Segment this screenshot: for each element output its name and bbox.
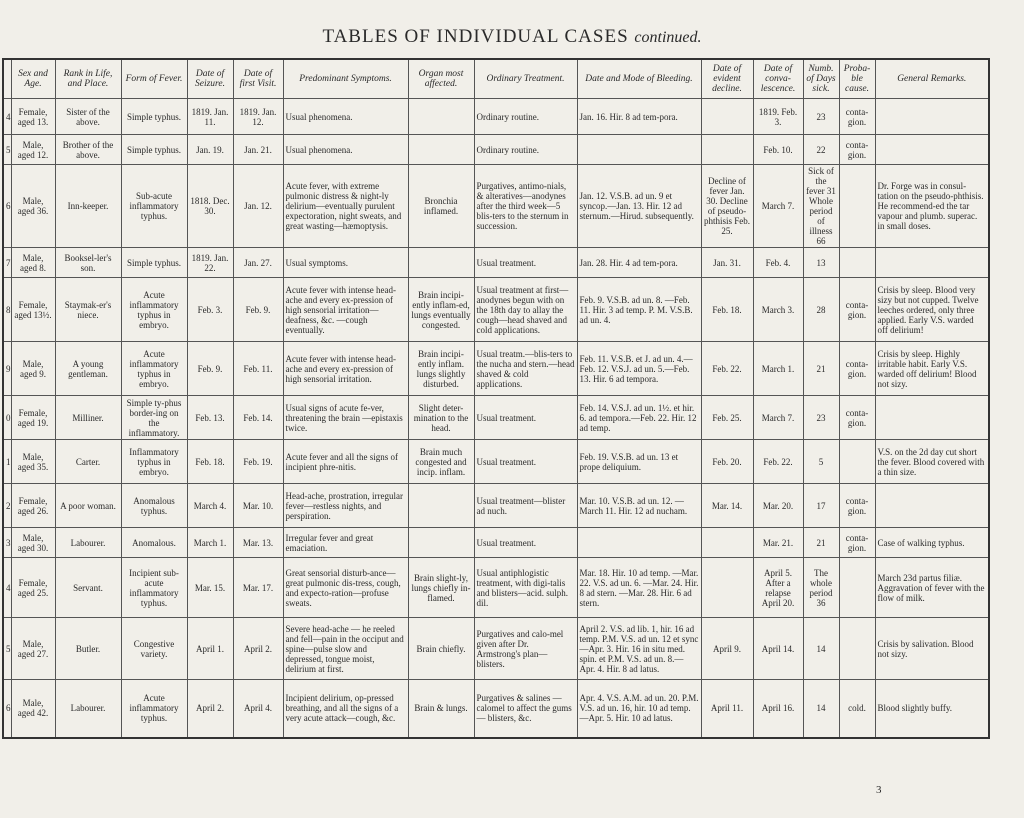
- col-header-form-of-fever: Form of Fever.: [121, 59, 187, 99]
- date-first-visit-cell: Mar. 10.: [233, 484, 283, 528]
- treatment-cell: Purgatives, antimo-nials, & alteratives—anodynes after the third week—5 blis-ters to the sternum in succession.: [474, 165, 577, 248]
- organ-cell: Brain slight-ly, lungs chiefly in-flamed.: [408, 558, 474, 618]
- row-number-cell: 9: [3, 342, 11, 396]
- rank-place-cell: A poor woman.: [55, 484, 121, 528]
- rank-place-cell: Servant.: [55, 558, 121, 618]
- col-header-ordinary-treatment: Ordinary Treatment.: [474, 59, 577, 99]
- date-of-seizure-cell: Mar. 15.: [187, 558, 233, 618]
- row-number-cell: 5: [3, 618, 11, 680]
- symptoms-cell: Acute fever and all the signs of incipient phre-nitis.: [283, 440, 408, 484]
- cause-cell: conta-gion.: [839, 342, 875, 396]
- row-number-cell: 0: [3, 396, 11, 440]
- treatment-cell: Usual treatment—blister ad nuch.: [474, 484, 577, 528]
- treatment-cell: Ordinary routine.: [474, 135, 577, 165]
- col-header-bleeding: Date and Mode of Bleeding.: [577, 59, 701, 99]
- cause-cell: conta-gion.: [839, 484, 875, 528]
- convalescence-cell: Feb. 4.: [753, 248, 803, 278]
- date-of-seizure-cell: April 2.: [187, 680, 233, 738]
- symptoms-cell: Severe head-ache — he reeled and fell—pain in the occiput and spine—pulse slow and depressed, tongue moist, delirium at first.: [283, 618, 408, 680]
- table-row: [3, 680, 989, 738]
- treatment-cell: Usual treatm.—blis-ters to the nucha and stern.—head shaved & cold applications.: [474, 342, 577, 396]
- symptoms-cell: Incipient delirium, op-pressed breathing, and all the signs of a very acute attack—cough, &c.: [283, 680, 408, 738]
- individual-cases-table: [2, 58, 990, 739]
- organ-cell: [408, 99, 474, 135]
- symptoms-cell: Irregular fever and great emaciation.: [283, 528, 408, 558]
- rank-place-cell: Labourer.: [55, 680, 121, 738]
- days-sick-cell: 23: [803, 396, 839, 440]
- convalescence-cell: Feb. 22.: [753, 440, 803, 484]
- col-header-date-first-visit: Date of first Visit.: [233, 59, 283, 99]
- organ-cell: [408, 484, 474, 528]
- title-text: TABLES OF INDIVIDUAL CASES: [322, 26, 629, 47]
- cause-cell: [839, 248, 875, 278]
- days-sick-cell: 23: [803, 99, 839, 135]
- form-of-fever-cell: Anomalous.: [121, 528, 187, 558]
- symptoms-cell: Acute fever with intense head-ache and every ex-pression of high sensorial irritation—deafness, &c. —cough eventually.: [283, 278, 408, 342]
- date-of-seizure-cell: Feb. 9.: [187, 342, 233, 396]
- bleeding-cell: Feb. 11. V.S.B. et J. ad un. 4.—Feb. 12. V.S.J. ad un. 5.—Feb. 13. Hir. 6 ad tempora.: [577, 342, 701, 396]
- rank-place-cell: Inn-keeper.: [55, 165, 121, 248]
- organ-cell: [408, 528, 474, 558]
- date-first-visit-cell: Feb. 9.: [233, 278, 283, 342]
- symptoms-cell: Acute fever, with extreme pulmonic distress & night-ly delirium—eventually purulent expectoration, night sweats, and great wasting—hæmoptysis.: [283, 165, 408, 248]
- remarks-cell: Blood slightly buffy.: [875, 680, 989, 738]
- table-row: [3, 135, 989, 165]
- form-of-fever-cell: Sub-acute inflammatory typhus.: [121, 165, 187, 248]
- table-row: [3, 440, 989, 484]
- symptoms-cell: Usual signs of acute fe-ver, threatening the brain —epistaxis twice.: [283, 396, 408, 440]
- col-header-probable-cause: Proba-ble cause.: [839, 59, 875, 99]
- treatment-cell: Usual antiphlogistic treatment, with digi-talis and blisters—acid. sulph. dil.: [474, 558, 577, 618]
- date-of-seizure-cell: March 4.: [187, 484, 233, 528]
- decline-cell: Mar. 14.: [701, 484, 753, 528]
- organ-cell: Brain & lungs.: [408, 680, 474, 738]
- rank-place-cell: Carter.: [55, 440, 121, 484]
- sex-age-cell: Female, aged 25.: [11, 558, 55, 618]
- rank-place-cell: A young gentleman.: [55, 342, 121, 396]
- organ-cell: Brain incipi-ently inflam. lungs slightly disturbed.: [408, 342, 474, 396]
- symptoms-cell: Acute fever with intense head-ache and every ex-pression of high sensorial irritation.: [283, 342, 408, 396]
- row-number-cell: 7: [3, 248, 11, 278]
- bleeding-cell: Feb. 9. V.S.B. ad un. 8. —Feb. 11. Hir. 3 ad temp. P. M. V.S.B. ad un. 4.: [577, 278, 701, 342]
- form-of-fever-cell: Congestive variety.: [121, 618, 187, 680]
- date-of-seizure-cell: April 1.: [187, 618, 233, 680]
- treatment-cell: Ordinary routine.: [474, 99, 577, 135]
- convalescence-cell: March 1.: [753, 342, 803, 396]
- cause-cell: conta-gion.: [839, 135, 875, 165]
- convalescence-cell: Mar. 20.: [753, 484, 803, 528]
- rank-place-cell: Brother of the above.: [55, 135, 121, 165]
- decline-cell: Jan. 31.: [701, 248, 753, 278]
- convalescence-cell: March 7.: [753, 165, 803, 248]
- bleeding-cell: Feb. 19. V.S.B. ad un. 13 et prope deliquium.: [577, 440, 701, 484]
- organ-cell: Brain much congested and incip. inflam.: [408, 440, 474, 484]
- sex-age-cell: Female, aged 13.: [11, 99, 55, 135]
- form-of-fever-cell: Acute inflammatory typhus.: [121, 680, 187, 738]
- days-sick-cell: 5: [803, 440, 839, 484]
- convalescence-cell: April 5. After a relapse April 20.: [753, 558, 803, 618]
- remarks-cell: Crisis by salivation. Blood not sizy.: [875, 618, 989, 680]
- header-row: [3, 59, 989, 99]
- convalescence-cell: 1819. Feb. 3.: [753, 99, 803, 135]
- sex-age-cell: Female, aged 13½.: [11, 278, 55, 342]
- table-row: [3, 484, 989, 528]
- decline-cell: [701, 135, 753, 165]
- date-of-seizure-cell: 1819. Jan. 11.: [187, 99, 233, 135]
- cause-cell: conta-gion.: [839, 99, 875, 135]
- cause-cell: [839, 440, 875, 484]
- row-number-cell: 1: [3, 440, 11, 484]
- col-header-general-remarks: General Remarks.: [875, 59, 989, 99]
- days-sick-cell: 28: [803, 278, 839, 342]
- organ-cell: [408, 248, 474, 278]
- col-header-organ-affected: Organ most affected.: [408, 59, 474, 99]
- remarks-cell: [875, 99, 989, 135]
- decline-cell: Decline of fever Jan. 30. Decline of pseudo-phthisis Feb. 25.: [701, 165, 753, 248]
- treatment-cell: Usual treatment.: [474, 440, 577, 484]
- days-sick-cell: 14: [803, 618, 839, 680]
- days-sick-cell: 21: [803, 528, 839, 558]
- convalescence-cell: Feb. 10.: [753, 135, 803, 165]
- date-first-visit-cell: 1819. Jan. 12.: [233, 99, 283, 135]
- col-header-sex-age: Sex and Age.: [11, 59, 55, 99]
- remarks-cell: Crisis by sleep. Highly irritable habit. Early V.S. warded off delirium! Blood not sizy.: [875, 342, 989, 396]
- table-row: [3, 248, 989, 278]
- date-first-visit-cell: Feb. 19.: [233, 440, 283, 484]
- sex-age-cell: Male, aged 9.: [11, 342, 55, 396]
- cause-cell: [839, 618, 875, 680]
- treatment-cell: Usual treatment.: [474, 248, 577, 278]
- decline-cell: Feb. 18.: [701, 278, 753, 342]
- date-of-seizure-cell: Feb. 13.: [187, 396, 233, 440]
- remarks-cell: Case of walking typhus.: [875, 528, 989, 558]
- table-row: [3, 558, 989, 618]
- organ-cell: [408, 135, 474, 165]
- bleeding-cell: Jan. 12. V.S.B. ad un. 9 et syncop.—Jan. 13. Hir. 12 ad sternum.—Hirud. subsequently.: [577, 165, 701, 248]
- sex-age-cell: Male, aged 42.: [11, 680, 55, 738]
- rank-place-cell: Milliner.: [55, 396, 121, 440]
- bleeding-cell: [577, 528, 701, 558]
- form-of-fever-cell: Simple typhus.: [121, 248, 187, 278]
- decline-cell: [701, 99, 753, 135]
- date-of-seizure-cell: Feb. 18.: [187, 440, 233, 484]
- days-sick-cell: The whole period 36: [803, 558, 839, 618]
- form-of-fever-cell: Incipient sub-acute inflammatory typhus.: [121, 558, 187, 618]
- sex-age-cell: Male, aged 35.: [11, 440, 55, 484]
- form-of-fever-cell: Simple typhus.: [121, 135, 187, 165]
- remarks-cell: March 23d partus filiæ. Aggravation of fever with the flow of milk.: [875, 558, 989, 618]
- col-header-rank-place: Rank in Life, and Place.: [55, 59, 121, 99]
- days-sick-cell: 22: [803, 135, 839, 165]
- row-number-cell: 6: [3, 165, 11, 248]
- decline-cell: April 9.: [701, 618, 753, 680]
- organ-cell: Slight deter-mination to the head.: [408, 396, 474, 440]
- col-header-convalescence: Date of conva-lescence.: [753, 59, 803, 99]
- organ-cell: Brain incipi-ently inflam-ed, lungs eventually congested.: [408, 278, 474, 342]
- sex-age-cell: Male, aged 8.: [11, 248, 55, 278]
- cases-table-wrapper: [2, 58, 988, 739]
- col-header-predominant-symptoms: Predominant Symptoms.: [283, 59, 408, 99]
- sex-age-cell: Male, aged 36.: [11, 165, 55, 248]
- bleeding-cell: Jan. 28. Hir. 4 ad tem-pora.: [577, 248, 701, 278]
- row-number-cell: 2: [3, 484, 11, 528]
- row-number-cell: 4: [3, 99, 11, 135]
- sex-age-cell: Male, aged 12.: [11, 135, 55, 165]
- days-sick-cell: 17: [803, 484, 839, 528]
- date-first-visit-cell: Mar. 13.: [233, 528, 283, 558]
- decline-cell: Feb. 25.: [701, 396, 753, 440]
- convalescence-cell: Mar. 21.: [753, 528, 803, 558]
- date-of-seizure-cell: March 1.: [187, 528, 233, 558]
- treatment-cell: Usual treatment.: [474, 396, 577, 440]
- remarks-cell: [875, 248, 989, 278]
- cause-cell: [839, 165, 875, 248]
- rank-place-cell: Butler.: [55, 618, 121, 680]
- remarks-cell: Dr. Forge was in consul-tation on the pseudo-phthisis. He recommend-ed the tar vapour and plumb. superac. in small doses.: [875, 165, 989, 248]
- decline-cell: [701, 558, 753, 618]
- table-row: [3, 618, 989, 680]
- organ-cell: Brain chiefly.: [408, 618, 474, 680]
- treatment-cell: Purgatives & salines —calomel to affect the gums— blisters, &c.: [474, 680, 577, 738]
- table-row: [3, 396, 989, 440]
- days-sick-cell: 13: [803, 248, 839, 278]
- date-first-visit-cell: Jan. 21.: [233, 135, 283, 165]
- date-of-seizure-cell: 1819. Jan. 22.: [187, 248, 233, 278]
- cause-cell: [839, 558, 875, 618]
- col-header-evident-decline: Date of evident decline.: [701, 59, 753, 99]
- form-of-fever-cell: Inflammatory typhus in embryo.: [121, 440, 187, 484]
- sex-age-cell: Female, aged 26.: [11, 484, 55, 528]
- rank-place-cell: Labourer.: [55, 528, 121, 558]
- days-sick-cell: 14: [803, 680, 839, 738]
- table-row: [3, 278, 989, 342]
- form-of-fever-cell: Acute inflammatory typhus in embryo.: [121, 278, 187, 342]
- remarks-cell: V.S. on the 2d day cut short the fever. Blood covered with a thin size.: [875, 440, 989, 484]
- date-first-visit-cell: April 4.: [233, 680, 283, 738]
- convalescence-cell: March 7.: [753, 396, 803, 440]
- symptoms-cell: Great sensorial disturb-ance—great pulmonic dis-tress, cough, and expecto-ration—profuse sweats.: [283, 558, 408, 618]
- days-sick-cell: 21: [803, 342, 839, 396]
- symptoms-cell: Head-ache, prostration, irregular fever—restless nights, and perspiration.: [283, 484, 408, 528]
- col-header-date-of-seizure: Date of Seizure.: [187, 59, 233, 99]
- table-row: [3, 165, 989, 248]
- row-number-cell: 8: [3, 278, 11, 342]
- row-number-cell: 6: [3, 680, 11, 738]
- form-of-fever-cell: Simple ty-phus border-ing on the inflammatory.: [121, 396, 187, 440]
- title-continued: continued.: [634, 29, 702, 46]
- table-row: [3, 342, 989, 396]
- convalescence-cell: April 14.: [753, 618, 803, 680]
- symptoms-cell: Usual symptoms.: [283, 248, 408, 278]
- rank-place-cell: Staymak-er's niece.: [55, 278, 121, 342]
- table-row: [3, 528, 989, 558]
- sex-age-cell: Male, aged 27.: [11, 618, 55, 680]
- date-first-visit-cell: Feb. 14.: [233, 396, 283, 440]
- table-body: [3, 99, 989, 738]
- bleeding-cell: Apr. 4. V.S. A.M. ad un. 20. P.M. V.S. ad un. 16, hir. 10 ad temp.—Apr. 5. Hir. 10 ad latus.: [577, 680, 701, 738]
- date-first-visit-cell: Jan. 12.: [233, 165, 283, 248]
- rank-place-cell: Sister of the above.: [55, 99, 121, 135]
- decline-cell: Feb. 22.: [701, 342, 753, 396]
- remarks-cell: [875, 135, 989, 165]
- decline-cell: Feb. 20.: [701, 440, 753, 484]
- decline-cell: April 11.: [701, 680, 753, 738]
- page-title: [0, 26, 1024, 48]
- bleeding-cell: Feb. 14. V.S.J. ad un. 1½. et hir. 6. ad tempora.—Feb. 22. Hir. 12 ad temp.: [577, 396, 701, 440]
- days-sick-cell: Sick of the fever 31 Whole period of illness 66: [803, 165, 839, 248]
- form-of-fever-cell: Anomalous typhus.: [121, 484, 187, 528]
- bleeding-cell: [577, 135, 701, 165]
- cause-cell: conta-gion.: [839, 278, 875, 342]
- treatment-cell: Usual treatment at first—anodynes begun with on the 18th day to allay the cough—head shaved and cold applications.: [474, 278, 577, 342]
- symptoms-cell: Usual phenomena.: [283, 135, 408, 165]
- treatment-cell: Purgatives and calo-mel given after Dr. Armstrong's plan—blisters.: [474, 618, 577, 680]
- bleeding-cell: Mar. 10. V.S.B. ad un. 12. —March 11. Hir. 12 ad nucham.: [577, 484, 701, 528]
- bleeding-cell: Jan. 16. Hir. 8 ad tem-pora.: [577, 99, 701, 135]
- cause-cell: conta-gion.: [839, 528, 875, 558]
- date-of-seizure-cell: Jan. 19.: [187, 135, 233, 165]
- cause-cell: cold.: [839, 680, 875, 738]
- decline-cell: [701, 528, 753, 558]
- date-first-visit-cell: Jan. 27.: [233, 248, 283, 278]
- table-row: [3, 99, 989, 135]
- organ-cell: Bronchia inflamed.: [408, 165, 474, 248]
- bleeding-cell: Mar. 18. Hir. 10 ad temp. —Mar. 22. V.S. ad un. 6. —Mar. 24. Hir. 8 ad stern. —Mar. 28. Hir. 6 ad stern.: [577, 558, 701, 618]
- form-of-fever-cell: Simple typhus.: [121, 99, 187, 135]
- remarks-cell: [875, 396, 989, 440]
- date-of-seizure-cell: 1818. Dec. 30.: [187, 165, 233, 248]
- remarks-cell: [875, 484, 989, 528]
- row-number-cell: 5: [3, 135, 11, 165]
- convalescence-cell: March 3.: [753, 278, 803, 342]
- col-header-row-number: [3, 59, 11, 99]
- remarks-cell: Crisis by sleep. Blood very sizy but not cupped. Twelve leeches ordered, only three applied. Early V.S. warded off delirium!: [875, 278, 989, 342]
- cause-cell: conta-gion.: [839, 396, 875, 440]
- row-number-cell: 3: [3, 528, 11, 558]
- bleeding-cell: April 2. V.S. ad lib. 1, hir. 16 ad temp. P.M. V.S. ad un. 12 et sync—Apr. 3. Hir. 16 in situ med. spin. et P.M. V.S. ad un. 8.—Apr. 4. Hir. 8 ad latus.: [577, 618, 701, 680]
- date-first-visit-cell: Mar. 17.: [233, 558, 283, 618]
- convalescence-cell: April 16.: [753, 680, 803, 738]
- date-of-seizure-cell: Feb. 3.: [187, 278, 233, 342]
- row-number-cell: 4: [3, 558, 11, 618]
- rank-place-cell: Booksel-ler's son.: [55, 248, 121, 278]
- sex-age-cell: Male, aged 30.: [11, 528, 55, 558]
- form-of-fever-cell: Acute inflammatory typhus in embryo.: [121, 342, 187, 396]
- date-first-visit-cell: Feb. 11.: [233, 342, 283, 396]
- symptoms-cell: Usual phenomena.: [283, 99, 408, 135]
- col-header-days-sick: Numb. of Days sick.: [803, 59, 839, 99]
- date-first-visit-cell: April 2.: [233, 618, 283, 680]
- sex-age-cell: Female, aged 19.: [11, 396, 55, 440]
- treatment-cell: Usual treatment.: [474, 528, 577, 558]
- page-number: 3: [876, 784, 882, 796]
